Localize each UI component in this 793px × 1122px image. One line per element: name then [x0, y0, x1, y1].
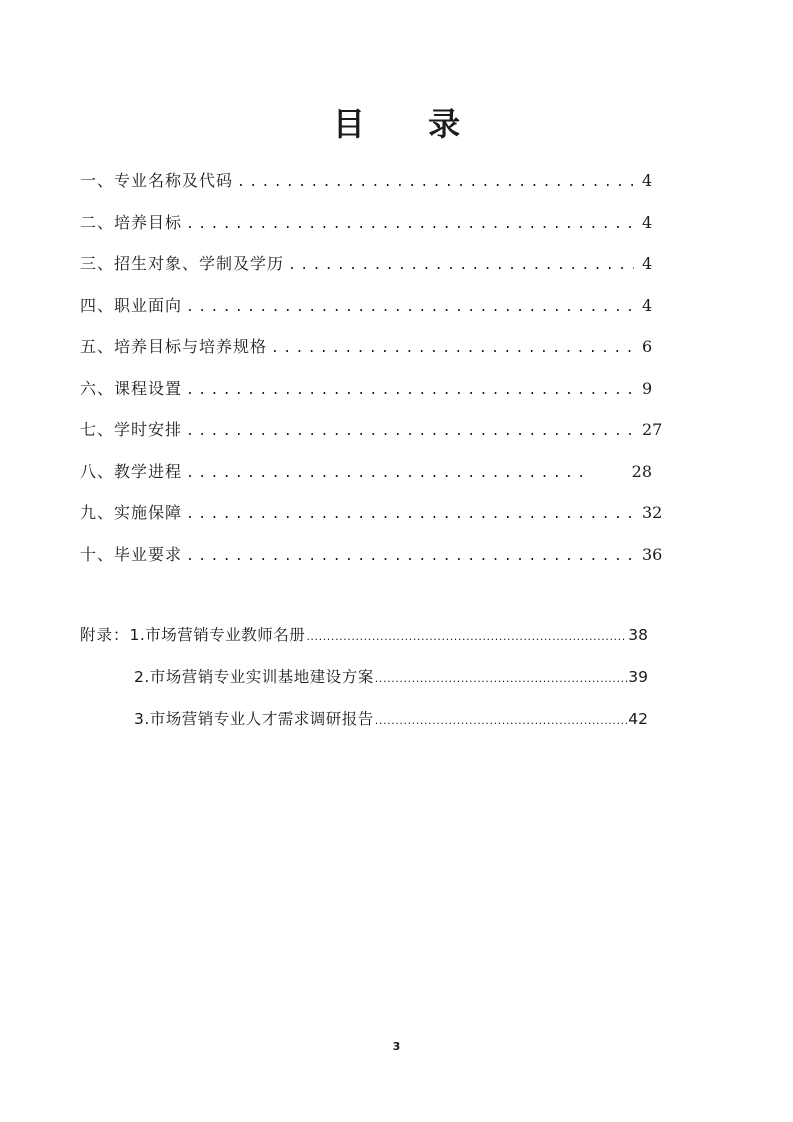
toc-entry-label: 一、专业名称及代码	[80, 171, 234, 190]
toc-entry-2[interactable]	[80, 210, 652, 252]
dot-leader	[288, 253, 634, 279]
toc-entry-label: 十、毕业要求	[80, 544, 183, 564]
dot-leader	[375, 708, 627, 734]
toc-entry-page: 4	[642, 212, 653, 232]
appendix-entry-page: 39	[628, 668, 648, 686]
toc-entry-label: 三、招生对象、学制及学历	[80, 254, 285, 273]
appendix-entry-page: 38	[628, 626, 648, 644]
toc-entry-1[interactable]	[80, 168, 652, 210]
toc-entry-label: 八、教学进程	[80, 461, 183, 481]
appendix-entry-3[interactable]	[80, 706, 648, 748]
table-of-contents	[80, 168, 663, 583]
toc-entry-page: 4	[642, 295, 653, 315]
toc-entry-page: 4	[642, 171, 653, 190]
toc-entry-page: 9	[642, 378, 653, 398]
appendix-entry-1[interactable]	[80, 622, 648, 664]
page-number: 3	[392, 1040, 401, 1053]
dot-leader	[186, 461, 584, 487]
toc-entry-label: 二、培养目标	[80, 212, 183, 232]
toc-entry-9[interactable]	[80, 500, 663, 542]
appendix-list	[80, 622, 648, 748]
appendix-entry-label: 2.市场营销专业实训基地建设方案	[134, 668, 374, 686]
toc-entry-label: 九、实施保障	[80, 503, 183, 522]
dot-leader	[186, 212, 634, 238]
toc-entry-page: 4	[642, 254, 653, 273]
appendix-prefix: 附录：	[80, 626, 130, 644]
toc-entry-7[interactable]	[80, 417, 663, 459]
toc-entry-page: 6	[642, 337, 653, 356]
dot-leader	[186, 544, 634, 570]
toc-entry-label: 七、学时安排	[80, 420, 183, 439]
toc-entry-page: 28	[631, 461, 652, 481]
dot-leader	[186, 419, 634, 445]
dot-leader	[237, 170, 634, 196]
toc-entry-4[interactable]	[80, 293, 652, 335]
toc-entry-10[interactable]	[80, 542, 663, 584]
toc-entry-page: 32	[642, 503, 663, 522]
dot-leader	[306, 624, 627, 650]
dot-leader	[186, 378, 634, 404]
appendix-entry-page: 42	[628, 710, 648, 728]
toc-entry-6[interactable]	[80, 376, 652, 418]
dot-leader	[186, 502, 634, 528]
toc-entry-label: 六、课程设置	[80, 378, 183, 398]
appendix-entry-label: 1.市场营销专业教师名册	[129, 626, 306, 644]
appendix-entry-2[interactable]	[80, 664, 648, 706]
toc-entry-label: 四、职业面向	[80, 295, 183, 315]
toc-entry-8[interactable]	[80, 459, 652, 501]
dot-leader	[186, 295, 634, 321]
toc-entry-page: 36	[642, 544, 663, 564]
page-title: 目 录	[332, 105, 487, 143]
toc-entry-5[interactable]	[80, 334, 652, 376]
toc-entry-3[interactable]	[80, 251, 652, 293]
appendix-entry-label: 3.市场营销专业人才需求调研报告	[134, 710, 374, 728]
dot-leader	[375, 666, 627, 692]
toc-entry-page: 27	[642, 420, 663, 439]
dot-leader	[271, 336, 634, 362]
toc-entry-label: 五、培养目标与培养规格	[80, 337, 268, 356]
